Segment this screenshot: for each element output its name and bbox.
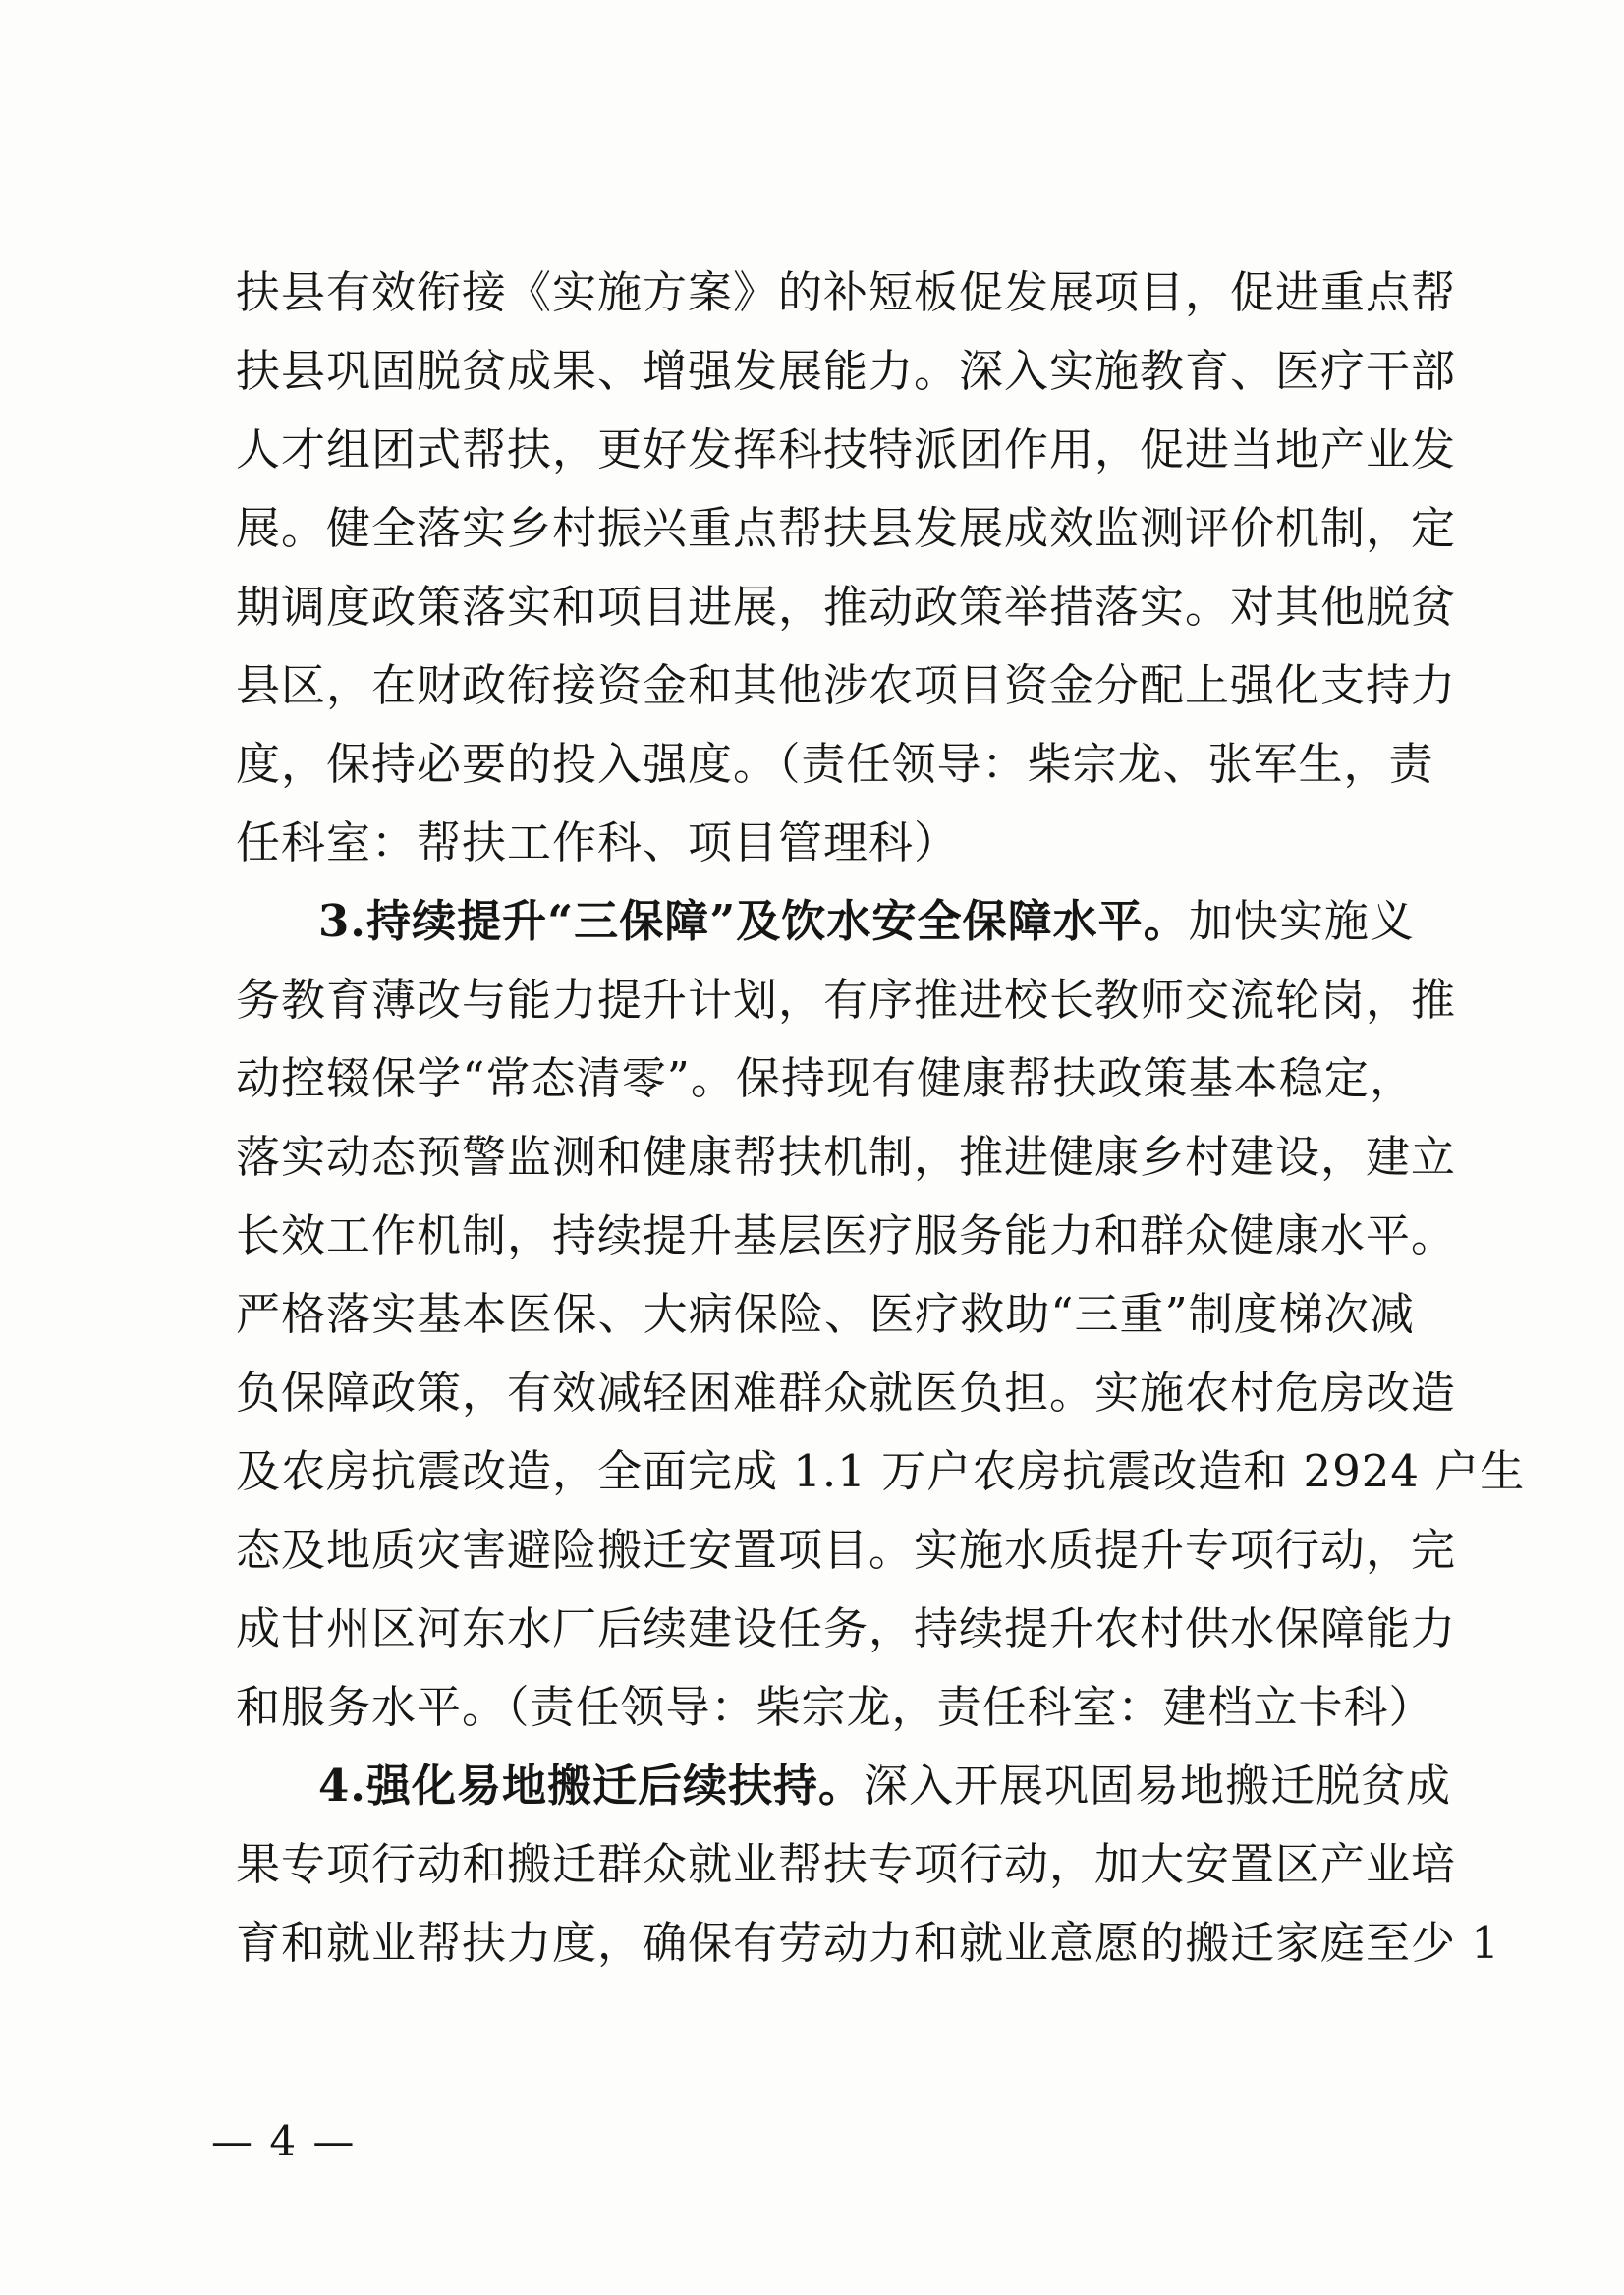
paragraph-1-line-5: 期调度政策落实和项目进展，推动政策举措落实。对其他脱贫 [236,581,1457,633]
paragraph-3-first-line [236,1747,1451,1825]
section-4-heading: 4.强化易地搬迁后续扶持。 [318,1760,864,1812]
document-body [236,253,1526,1983]
section-3-heading: 3.持续提升“三保障”及饮水安全保障水平。 [318,895,1189,947]
paragraph-2-line-4: 落实动态预警监测和健康帮扶机制，推进健康乡村建设，建立 [236,1131,1457,1183]
paragraph-2-line-7: 负保障政策，有效减轻困难群众就医负担。实施农村危房改造 [236,1367,1457,1419]
paragraph-2-first-line [236,882,1415,961]
paragraph-3-line-3: 育和就业帮扶力度，确保有劳动力和就业意愿的搬迁家庭至少 1 [236,1917,1500,1969]
section-4-first-line-text: 深入开展巩固易地搬迁脱贫成 [863,1760,1451,1812]
paragraph-2-line-8: 及农房抗震改造，全面完成 1.1 万户农房抗震改造和 2924 户生 [236,1445,1526,1497]
paragraph-1-line-1: 扶县有效衔接《实施方案》的补短板促发展项目，促进重点帮 [236,266,1457,318]
paragraph-2-line-11: 和服务水平。（责任领导：柴宗龙，责任科室：建档立卡科） [236,1681,1434,1733]
paragraph-1-line-2: 扶县巩固脱贫成果、增强发展能力。深入实施教育、医疗干部 [236,345,1457,397]
paragraph-1-line-8: 任科室：帮扶工作科、项目管理科） [236,816,960,868]
paragraph-2-line-2: 务教育薄改与能力提升计划，有序推进校长教师交流轮岗，推 [236,974,1457,1026]
paragraph-3-line-2: 果专项行动和搬迁群众就业帮扶专项行动，加大安置区产业培 [236,1838,1457,1890]
paragraph-2-line-5: 长效工作机制，持续提升基层医疗服务能力和群众健康水平。 [236,1209,1457,1261]
paragraph-2-line-10: 成甘州区河东水厂后续建设任务，持续提升农村供水保障能力 [236,1602,1457,1654]
paragraph-2-line-9: 态及地质灾害避险搬迁安置项目。实施水质提升专项行动，完 [236,1524,1457,1576]
section-3-first-line-text: 加快实施义 [1188,895,1415,947]
paragraph-1-line-4: 展。健全落实乡村振兴重点帮扶县发展成效监测评价机制，定 [236,502,1457,554]
paragraph-1-line-3: 人才组团式帮扶，更好发挥科技特派团作用，促进当地产业发 [236,423,1457,476]
paragraph-2-line-3: 动控辍保学“常态清零”。保持现有健康帮扶政策基本稳定， [236,1052,1415,1104]
paragraph-2-line-6: 严格落实基本医保、大病保险、医疗救助“三重”制度梯次减 [236,1288,1415,1340]
paragraph-1-line-6: 县区，在财政衔接资金和其他涉农项目资金分配上强化支持力 [236,659,1457,711]
page-number: — 4 — [211,2117,357,2165]
paragraph-1-line-7: 度，保持必要的投入强度。（责任领导：柴宗龙、张军生，责 [236,738,1434,790]
